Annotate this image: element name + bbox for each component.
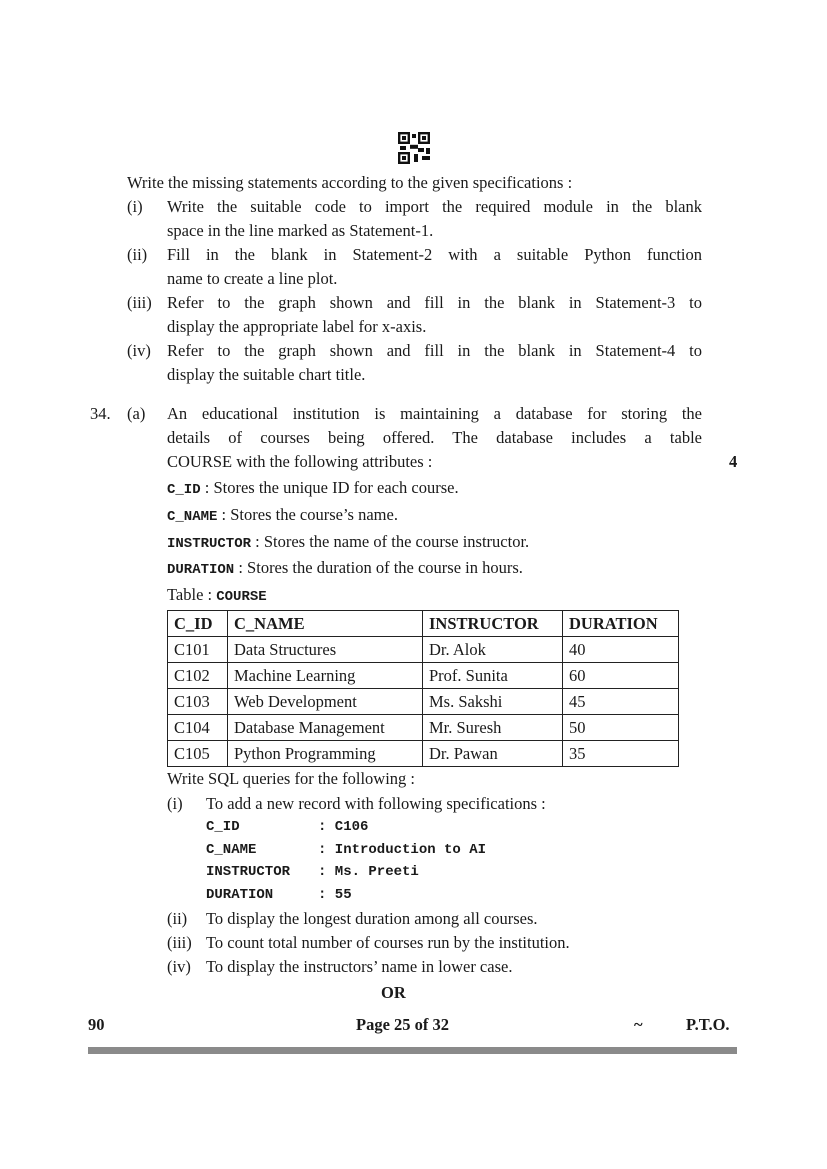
table-cell: Python Programming bbox=[228, 741, 423, 767]
item-text: name to create a line plot. bbox=[167, 269, 338, 288]
item-text: display the appropriate label for x-axis. bbox=[167, 317, 427, 336]
table-cell: Data Structures bbox=[228, 637, 423, 663]
table-row bbox=[168, 663, 679, 689]
table-row bbox=[168, 741, 679, 767]
table-cell: Database Management bbox=[228, 715, 423, 741]
item-number: (i) bbox=[167, 794, 183, 813]
page-number: Page 25 of 32 bbox=[356, 1015, 450, 1034]
pto-label: P.T.O. bbox=[686, 1015, 730, 1034]
spec-key: DURATION bbox=[206, 887, 274, 903]
column-header: C_ID bbox=[168, 611, 228, 637]
qr-code-icon bbox=[398, 132, 430, 164]
question-text: details of courses being offered. The database includes a table bbox=[167, 428, 702, 447]
table-row bbox=[168, 637, 679, 663]
table-cell: 40 bbox=[563, 637, 679, 663]
item-text: Fill in the blank in Statement-2 with a suitable Python function bbox=[167, 245, 702, 264]
question-part: (a) bbox=[127, 404, 146, 423]
attribute-line bbox=[167, 558, 523, 580]
table-cell: C104 bbox=[168, 715, 228, 741]
table-cell: Ms. Sakshi bbox=[423, 689, 563, 715]
table-cell: C102 bbox=[168, 663, 228, 689]
table-cell: Dr. Alok bbox=[423, 637, 563, 663]
item-number: (iv) bbox=[167, 957, 191, 976]
sql-intro: Write SQL queries for the following : bbox=[167, 769, 415, 788]
item-number: (iv) bbox=[127, 341, 151, 360]
item-text: space in the line marked as Statement-1. bbox=[167, 221, 434, 240]
attribute-desc: : Stores the unique ID for each course. bbox=[200, 478, 459, 497]
attribute-desc: : Stores the duration of the course in hours. bbox=[234, 558, 523, 577]
table-cell: Machine Learning bbox=[228, 663, 423, 689]
table-cell: 50 bbox=[563, 715, 679, 741]
or-separator: OR bbox=[381, 983, 406, 1002]
footer-tilde: ~ bbox=[634, 1015, 643, 1034]
spec-key: C_ID bbox=[206, 819, 240, 835]
table-cell: C105 bbox=[168, 741, 228, 767]
item-number: (ii) bbox=[167, 909, 188, 928]
item-text: Refer to the graph shown and fill in the blank in Statement-4 to bbox=[167, 341, 702, 360]
table-name: COURSE bbox=[216, 589, 267, 605]
item-number: (ii) bbox=[127, 245, 148, 264]
course-table bbox=[167, 610, 679, 767]
spec-value: : Ms. Preeti bbox=[318, 864, 419, 880]
item-text: Write the suitable code to import the required module in the blank bbox=[167, 197, 702, 216]
footer-divider bbox=[88, 1047, 737, 1054]
attribute-desc: : Stores the name of the course instructor. bbox=[251, 532, 530, 551]
item-text: To add a new record with following specifications : bbox=[206, 794, 546, 813]
item-text: To count total number of courses run by the institution. bbox=[206, 933, 570, 952]
question-text: An educational institution is maintaining a database for storing the bbox=[167, 404, 702, 423]
item-number: (i) bbox=[127, 197, 143, 216]
attribute-line bbox=[167, 478, 459, 500]
attribute-line bbox=[167, 532, 529, 554]
table-cell: 60 bbox=[563, 663, 679, 689]
table-cell: 45 bbox=[563, 689, 679, 715]
spec-key: C_NAME bbox=[206, 842, 257, 858]
item-text: Refer to the graph shown and fill in the blank in Statement-3 to bbox=[167, 293, 702, 312]
spec-value: : C106 bbox=[318, 819, 369, 835]
attribute-desc: : Stores the course’s name. bbox=[217, 505, 398, 524]
question-number: 34. bbox=[90, 404, 111, 423]
marks: 4 bbox=[729, 452, 738, 471]
table-row bbox=[168, 715, 679, 741]
table-cell: 35 bbox=[563, 741, 679, 767]
attribute-line bbox=[167, 505, 398, 527]
column-header: DURATION bbox=[563, 611, 679, 637]
item-number: (iii) bbox=[167, 933, 192, 952]
attribute-name: C_ID bbox=[167, 482, 201, 498]
table-cell: Dr. Pawan bbox=[423, 741, 563, 767]
question-text: COURSE with the following attributes : bbox=[167, 452, 433, 471]
column-header: INSTRUCTOR bbox=[423, 611, 563, 637]
table-cell: C101 bbox=[168, 637, 228, 663]
table-row bbox=[168, 689, 679, 715]
item-text: To display the longest duration among all courses. bbox=[206, 909, 538, 928]
spec-value: : Introduction to AI bbox=[318, 842, 487, 858]
table-caption bbox=[167, 585, 267, 607]
spec-value: : 55 bbox=[318, 887, 352, 903]
table-label: Table : bbox=[167, 585, 217, 604]
table-header-row bbox=[168, 611, 679, 637]
paper-code: 90 bbox=[88, 1015, 105, 1034]
attribute-name: C_NAME bbox=[167, 509, 218, 525]
table-cell: Web Development bbox=[228, 689, 423, 715]
attribute-name: INSTRUCTOR bbox=[167, 536, 252, 552]
item-number: (iii) bbox=[127, 293, 152, 312]
attribute-name: DURATION bbox=[167, 562, 235, 578]
item-text: display the suitable chart title. bbox=[167, 365, 366, 384]
item-text: To display the instructors’ name in lower case. bbox=[206, 957, 513, 976]
table-cell: Mr. Suresh bbox=[423, 715, 563, 741]
table-cell: Prof. Sunita bbox=[423, 663, 563, 689]
column-header: C_NAME bbox=[228, 611, 423, 637]
instructions-intro: Write the missing statements according to the given specifications : bbox=[127, 173, 573, 192]
spec-key: INSTRUCTOR bbox=[206, 864, 291, 880]
table-cell: C103 bbox=[168, 689, 228, 715]
